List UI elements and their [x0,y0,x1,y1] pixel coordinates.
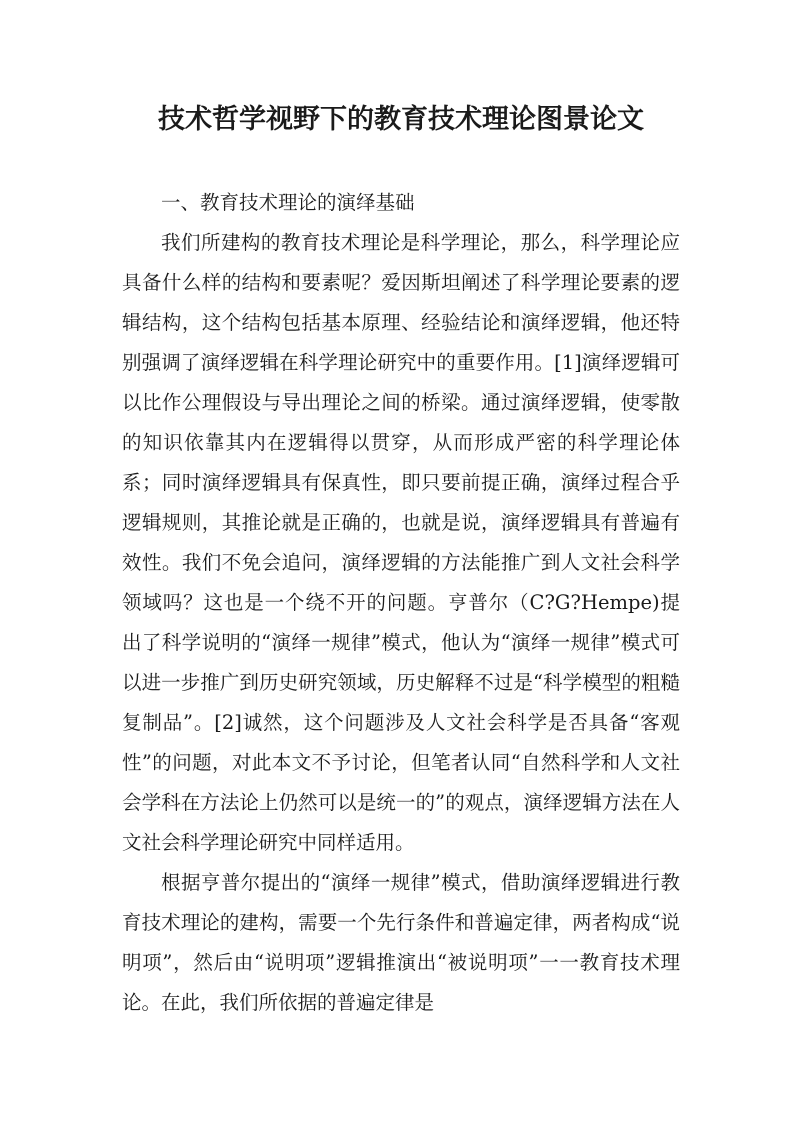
paragraph: 我们所建构的教育技术理论是科学理论，那么，科学理论应具备什么样的结构和要素呢？爱因斯坦阐述了科学理论要素的逻辑结构，这个结构包括基本原理、经验结论和演绎逻辑，他还特别强调了演绎逻辑在科学理论研究中的重要作用。[1]演绎逻辑可以比作公理假设与导出理论之间的桥梁。通过演绎逻辑，使零散的知识依靠其内在逻辑得以贯穿，从而形成严密的科学理论体系；同时演绎逻辑具有保真性，即只要前提正确，演绎过程合乎逻辑规则，其推论就是正确的，也就是说，演绎逻辑具有普遍有效性。我们不免会追问，演绎逻辑的方法能推广到人文社会科学领域吗？这也是一个绕不开的问题。亨普尔（C?G?Hempe)提出了科学说明的“演绎一规律”模式，他认为“演绎一规律”模式可以进一步推广到历史研究领域，历史解释不过是“科学模型的粗糙复制品”。[2]诚然，这个问题涉及人文社会科学是否具备“客观性”的问题，对此本文不予讨论，但笔者认同“自然科学和人文社会学科在方法论上仍然可以是统一的”的观点，演绎逻辑方法在人文社会科学理论研究中同样适用。 [122,231,680,854]
paragraph: 根据亨普尔提出的“演绎一规律”模式，借助演绎逻辑进行教育技术理论的建构，需要一个先行条件和普遍定律，两者构成“说明项”，然后由“说明项”逻辑推演出“被说明项”一一教育技术理论。在此，我们所依据的普遍定律是 [122,871,680,1014]
document-body [122,183,680,1023]
section-heading: 一、教育技术理论的演绎基础 [161,191,415,214]
document-title: 技术哲学视野下的教育技术理论图景论文 [158,104,644,135]
